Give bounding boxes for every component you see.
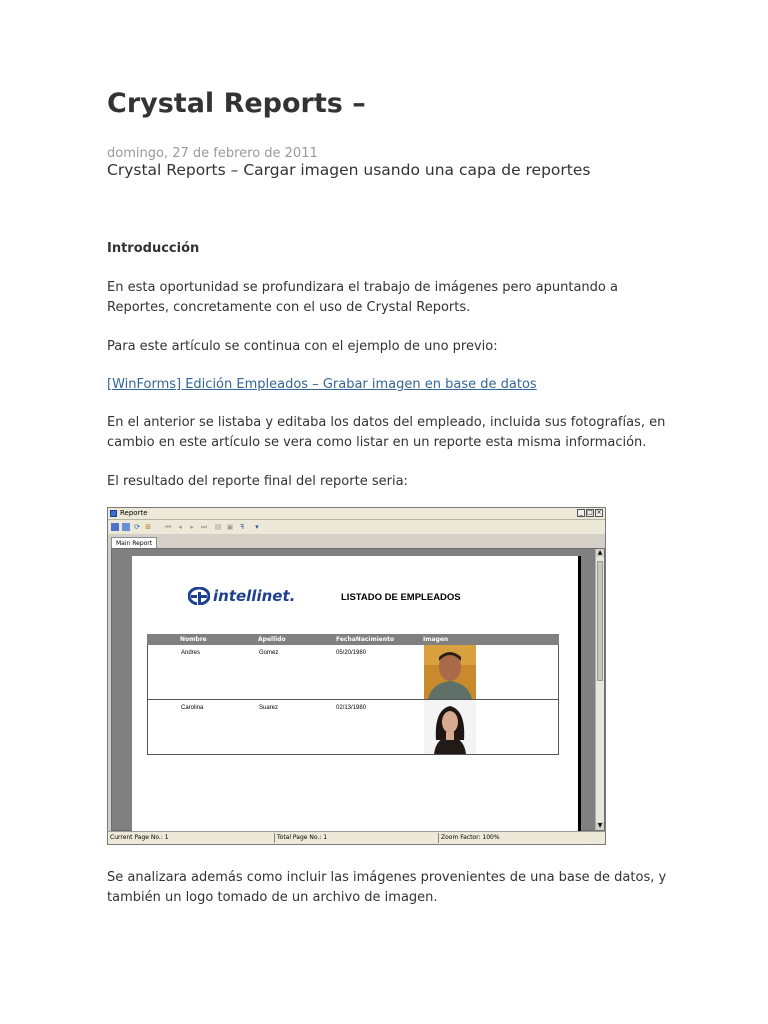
cell-fecha: 05/20/1980 bbox=[336, 650, 367, 656]
maximize-icon[interactable]: □ bbox=[587, 509, 593, 516]
next-page-icon[interactable]: ▸ bbox=[190, 523, 194, 531]
column-header-fecha: FechaNacimiento bbox=[336, 636, 395, 643]
paragraph-conclusion: Se analizara además como incluir las imágenes provenientes de una base de datos, y también un logo tomado de un archivo de imagen. bbox=[107, 870, 667, 905]
export-icon[interactable] bbox=[111, 523, 119, 531]
column-header-apellido: Apellido bbox=[258, 636, 286, 643]
previous-page-icon[interactable]: ◂ bbox=[178, 523, 182, 531]
employee-photo-woman bbox=[424, 700, 476, 754]
post-date: domingo, 27 de febrero de 2011 bbox=[107, 146, 318, 161]
cell-nombre: Carolina bbox=[181, 705, 204, 711]
window-app-icon bbox=[110, 510, 117, 517]
paragraph-previous: Para este artículo se continua con el ejemplo de uno previo: bbox=[107, 339, 498, 354]
previous-article-link[interactable]: [WinForms] Edición Empleados – Grabar imagen en base de datos bbox=[107, 377, 537, 392]
report-page bbox=[132, 556, 581, 832]
report-title: LISTADO DE EMPLEADOS bbox=[341, 592, 461, 603]
cell-fecha: 02/13/1980 bbox=[336, 705, 367, 711]
report-canvas bbox=[111, 548, 605, 831]
first-page-icon[interactable]: ⏮ bbox=[164, 523, 172, 531]
report-viewer-screenshot bbox=[107, 507, 606, 845]
window-title: Reporte bbox=[120, 509, 148, 517]
link-paragraph bbox=[107, 375, 667, 395]
viewer-toolbar bbox=[108, 520, 605, 534]
logo-icon bbox=[188, 587, 210, 605]
scroll-up-icon[interactable]: ▲ bbox=[597, 549, 603, 556]
table-header bbox=[147, 634, 559, 645]
refresh-icon[interactable]: ⟳ bbox=[134, 523, 140, 531]
scroll-down-icon[interactable]: ▼ bbox=[597, 822, 603, 829]
status-zoom: Zoom Factor: 100% bbox=[441, 834, 500, 841]
goto-page-icon[interactable]: ▤ bbox=[214, 523, 222, 531]
status-total-page: Total Page No.: 1 bbox=[277, 834, 328, 841]
window-titlebar bbox=[108, 508, 605, 520]
last-page-icon[interactable]: ⏭ bbox=[200, 523, 208, 531]
zoom-icon[interactable]: ▾ bbox=[255, 523, 259, 531]
status-current-page: Current Page No.: 1 bbox=[110, 834, 169, 841]
employee-photo-man bbox=[424, 645, 476, 699]
cell-apellido: Suarez bbox=[259, 705, 279, 711]
status-bar bbox=[108, 831, 605, 844]
column-header-imagen: Imagen bbox=[423, 636, 449, 643]
close-icon[interactable]: × bbox=[596, 509, 602, 516]
column-header-nombre: Nombre bbox=[180, 636, 207, 643]
section-heading: Introducción bbox=[107, 241, 200, 256]
tab-main-report[interactable]: Main Report bbox=[111, 537, 157, 549]
search-icon[interactable]: ꟻ bbox=[239, 523, 245, 531]
paragraph-intro: En esta oportunidad se profundizara el trabajo de imágenes pero apuntando a Reportes, concretamente con el uso de Crystal Reports. bbox=[107, 280, 618, 315]
group-tree-icon[interactable]: ⊞ bbox=[145, 523, 151, 531]
paragraph-result: El resultado del reporte final del reporte seria: bbox=[107, 474, 408, 489]
employee-table bbox=[147, 634, 559, 755]
post-subtitle: Crystal Reports – Cargar imagen usando una capa de reportes bbox=[107, 161, 591, 179]
status-divider bbox=[274, 833, 275, 843]
logo-text: intellinet. bbox=[213, 586, 296, 605]
cell-nombre: Andres bbox=[181, 650, 201, 656]
minimize-icon[interactable]: _ bbox=[577, 509, 585, 517]
vertical-scrollbar[interactable] bbox=[595, 549, 604, 830]
paragraph-previous-desc: En el anterior se listaba y editaba los datos del empleado, incluida sus fotografías, en cambio en este artículo se vera como listar en un reporte esta misma información. bbox=[107, 415, 666, 450]
print-icon[interactable] bbox=[122, 523, 130, 531]
stop-icon[interactable]: ▣ bbox=[226, 523, 234, 531]
table-row bbox=[147, 645, 559, 700]
table-row bbox=[147, 700, 559, 755]
scroll-thumb[interactable] bbox=[597, 561, 603, 681]
company-logo bbox=[188, 585, 295, 605]
status-divider bbox=[438, 833, 439, 843]
cell-apellido: Gomez bbox=[259, 650, 279, 656]
page-title: Crystal Reports – bbox=[107, 88, 366, 119]
